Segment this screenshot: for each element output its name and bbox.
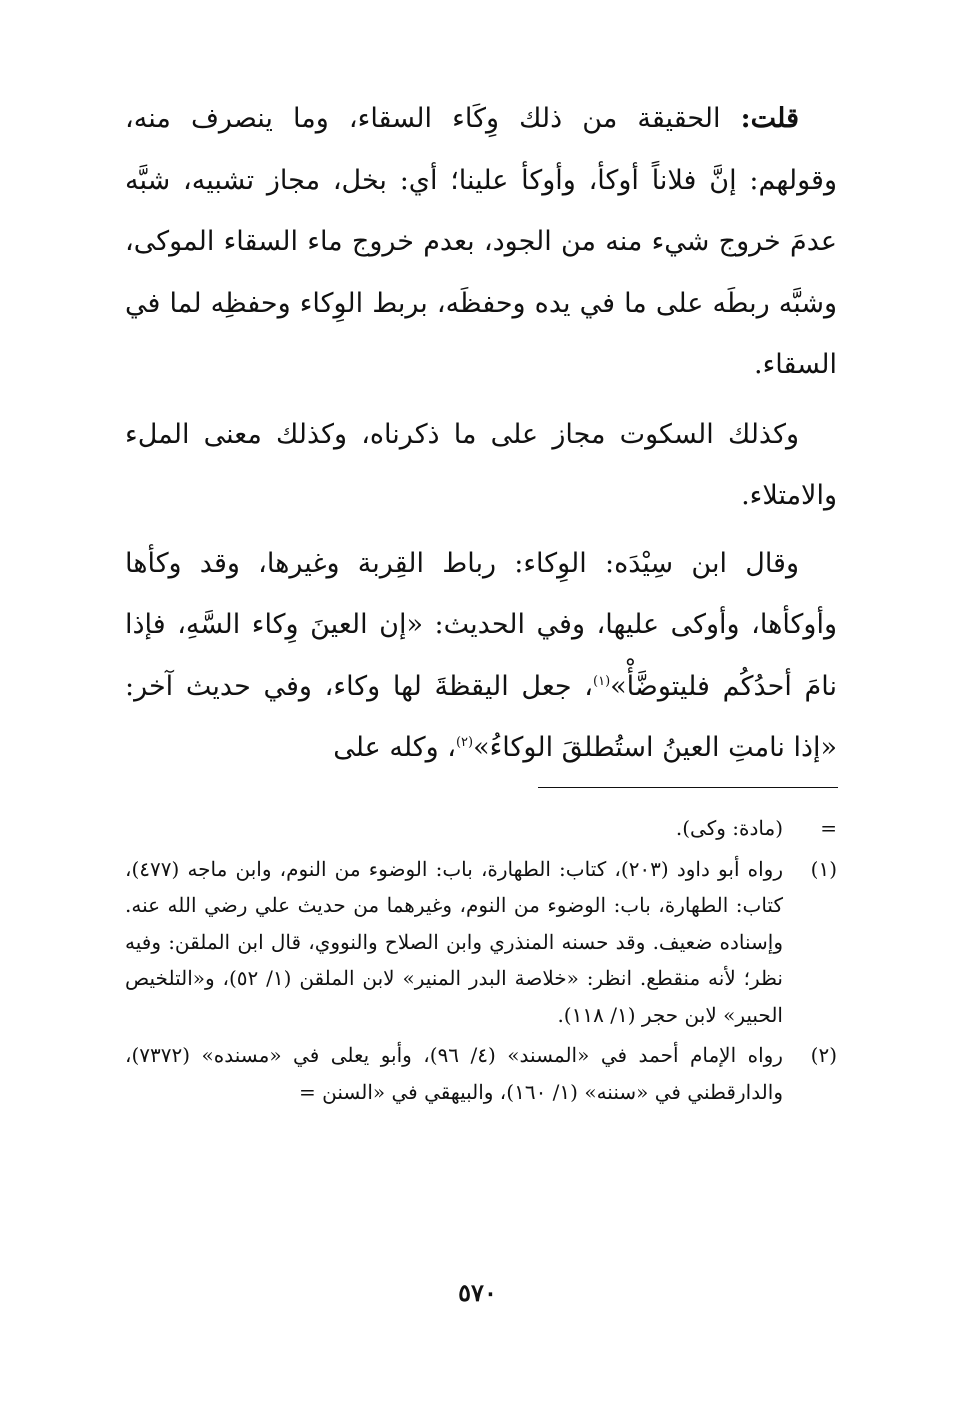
- page-number: ٥٧٠: [458, 1278, 497, 1307]
- paragraph-text: الحقيقة من ذلك وِكَاء السقاء، وما ينصرف منه، وقولهم: إنَّ فلاناً أوكأ، وأوكأ علينا؛ أي: بخل، مجاز تشبيه، شبَّه عدمَ خروج شيء منه من الجود، بعدم خروج ماء السقاء الموكى، وشبَّه ربطَه على ما في يده وحفظَه، بربط الوِكاء وحفظِه لما في السقاء.: [125, 103, 837, 380]
- footnote-text: رواه الإمام أحمد في «المسند» (٤/ ٩٦)، وأبو يعلى في «مسنده» (٧٣٧٢)، والدارقطني في «سننه» (١/ ١٦٠)، والبيهقي في «السنن =: [125, 1043, 783, 1104]
- footnote-ref[interactable]: (٢): [455, 735, 474, 750]
- footnote-divider: [538, 787, 838, 788]
- paragraph-text: ، جعل اليقظةَ لها وكاء، وفي حديث آخر: «إذا نامتِ العينُ استُطلقَ الوكاءُ»: [125, 670, 837, 763]
- paragraph-text: وكذلك السكوت مجاز على ما ذكرناه، وكذلك معنى الملء والامتلاء.: [125, 418, 837, 511]
- footnote-marker: =: [820, 816, 837, 840]
- paragraph: [125, 404, 837, 527]
- paragraph-text: ، وكله على: [333, 732, 456, 763]
- footnote-marker: (١): [810, 856, 837, 881]
- footnote-text: رواه أبو داود (٢٠٣)، كتاب: الطهارة، باب: الوضوء من النوم، وابن ماجه (٤٧٧)، كتاب: الطهارة، باب: الوضوء من النوم، وغيرهما من حديث علي رضي الله عنه. وإسناده ضعيف. وقد حسنه المنذري وابن الصلاح والنووي، قال ابن الملقن: وفيه نظر؛ لأنه منقطع. انظر: «خلاصة البدر المنير» لابن الملقن (١/ ٥٢)، و«التلخيص الحبير» لابن حجر (١/ ١١٨).: [125, 856, 783, 1027]
- paragraph: [125, 88, 837, 396]
- paragraph: [125, 533, 837, 779]
- footnote-text: (مادة: وكى).: [675, 816, 783, 840]
- footnotes: [125, 810, 837, 1114]
- footnote-marker: (٢): [810, 1043, 837, 1067]
- paragraph-text: وقال ابن سِيْدَه: الوِكاء: رباط القِربة وغيرها، وقد وكأها وأوكأها، وأوكى عليها، وفي الحديث: «إن العينَ وِكاء السَّهِ، فإذا نامَ أحدُكُم فليتوضَّأْ»: [125, 547, 837, 702]
- footnote: [125, 1037, 837, 1110]
- footnote: [125, 810, 837, 847]
- footnote: [125, 851, 837, 1034]
- footnote-ref[interactable]: (١): [593, 673, 611, 689]
- paragraph-lead: قلت:: [740, 103, 799, 134]
- main-text: [125, 88, 837, 785]
